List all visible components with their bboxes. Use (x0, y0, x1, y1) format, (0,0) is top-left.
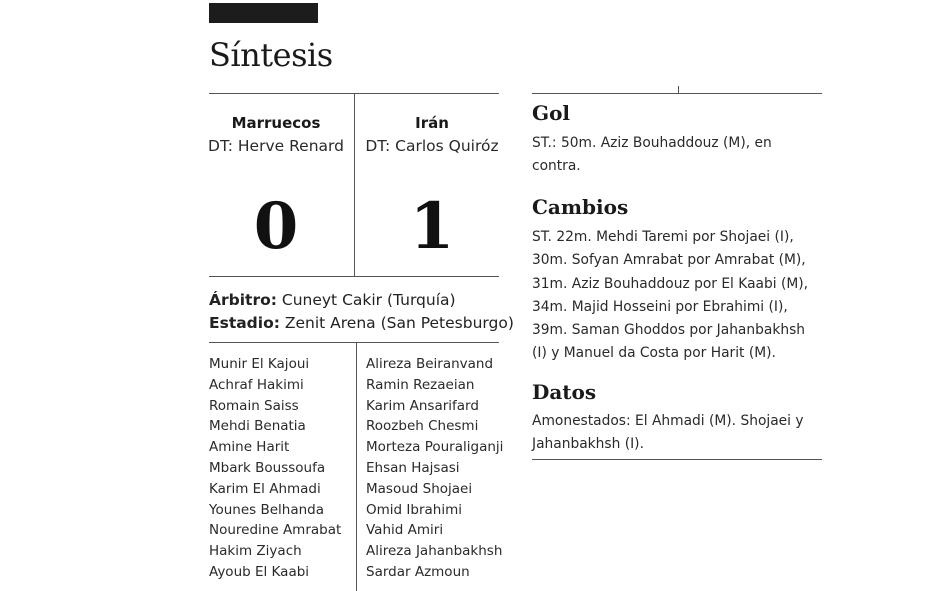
page-title: Síntesis (209, 36, 333, 74)
goal-text: ST.: 50m. Aziz Bouhaddouz (M), en contra. (532, 135, 772, 175)
player-name: Alireza Jahanbakhsh (366, 543, 503, 560)
stadium-line (209, 314, 514, 332)
stadium-label: Estadio: (209, 314, 280, 332)
lineup-top-rule (209, 342, 499, 343)
player-name: Ramin Rezaeian (366, 376, 475, 393)
player-name: Nouredine Amrabat (209, 522, 342, 539)
right-column-top-rule (532, 93, 822, 94)
data-heading: Datos (532, 380, 597, 404)
right-column-tick (678, 86, 679, 94)
away-lineup-list (366, 354, 503, 583)
player-name: Roozbeh Chesmi (366, 418, 479, 435)
right-column-bottom-rule (532, 459, 822, 460)
player-name: Sardar Azmoun (366, 563, 470, 580)
player-name: Karim El Ahmadi (209, 480, 321, 497)
referee-line (209, 291, 456, 309)
player-name: Alireza Beiranvand (366, 356, 494, 372)
player-name: Younes Belhanda (209, 501, 325, 518)
player-name: Romain Saiss (209, 397, 299, 414)
player-name: Hakim Ziyach (209, 543, 302, 560)
player-name: Karim Ansarifard (366, 397, 479, 414)
goal-heading: Gol (532, 101, 571, 125)
scoreboard-bottom-rule (209, 276, 499, 277)
section-marker-bar (209, 3, 318, 23)
player-name: Achraf Hakimi (209, 376, 304, 393)
substitutions-text: ST. 22m. Mehdi Taremi por Shojaei (I), 30m. Sofyan Amrabat por Amrabat (M), 31m. Aziz Bouhaddouz por El Kaabi (M), 34m. Majid Hosseini por Ebrahimi (I), 39m. Saman Ghoddos por Jahanbakhsh (I) y Manuel da Costa por Harit (M). (532, 229, 809, 362)
player-name: Mehdi Benatia (209, 418, 306, 435)
player-name: Omid Ibrahimi (366, 501, 462, 518)
player-name: Morteza Pouraliganji (366, 439, 504, 456)
lineup-divider (356, 342, 357, 591)
player-name: Ehsan Hajsasi (366, 459, 460, 476)
referee-value: Cuneyt Cakir (Turquía) (276, 291, 456, 309)
player-name: Amine Harit (209, 439, 290, 456)
home-team-score: 0 (253, 189, 299, 264)
player-name: Masoud Shojaei (366, 480, 473, 497)
data-text: Amonestados: El Ahmadi (M). Shojaei y Jahanbakhsh (I). (532, 413, 804, 453)
player-name: Vahid Amiri (366, 522, 444, 539)
substitutions-heading: Cambios (532, 195, 629, 219)
home-team-coach: DT: Herve Renard (208, 137, 344, 155)
player-name: Ayoub El Kaabi (209, 563, 310, 580)
player-name: Mbark Boussoufa (209, 459, 326, 476)
stadium-value: Zenit Arena (San Petesburgo) (279, 314, 514, 332)
player-name: Munir El Kajoui (209, 356, 310, 372)
away-team-coach: DT: Carlos Quiróz (365, 137, 499, 155)
away-team-score: 1 (409, 189, 455, 264)
home-team-name: Marruecos (231, 114, 321, 132)
away-team-name: Irán (415, 114, 449, 132)
scoreboard-divider (354, 93, 355, 276)
referee-label: Árbitro: (209, 291, 277, 309)
home-lineup-list (209, 354, 341, 583)
